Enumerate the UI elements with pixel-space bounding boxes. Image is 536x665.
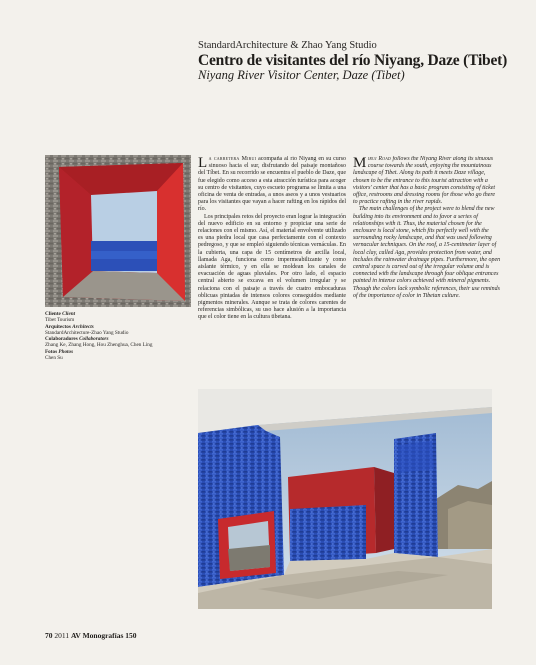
- credit-photos: [45, 349, 191, 362]
- page-title: Centro de visitantes del río Niyang, Daze (Tibet): [198, 52, 508, 69]
- credit-client-label-en: Client: [62, 311, 76, 317]
- photo-central-space-graphic: [198, 389, 492, 609]
- paragraph-es-1-text: acompaña al río Niyang en su curso sinuoso hacia el sur, disfrutando del paisaje montañoso del Tíbet. En su recorrido se encuentra el pueblo de Daze, que fue elegido como acceso a esta atracción turística para acoger su centro de visitantes, cuyo escueto programa se limita a una oficina de venta de entradas, a unos aseos y a unos vestuarios para los visitantes que vayan a hacer rafting en los rápidos del río.: [198, 156, 346, 213]
- body-text-english: [353, 156, 501, 361]
- credit-architects-label: Arquitectos: [45, 323, 71, 330]
- issue-year: 2011: [54, 631, 70, 640]
- paragraph-es-2: Los principales retos del proyecto eran lograr la integración del nuevo edificio en su entorno y propiciar una serie de relaciones con el mismo. Así, el material envolvente utilizado es una piedra local que casa perfectamente con el contexto pedregoso, y que se empleó siguiendo técnicas vernáculas. En la cubierta, una capa de 15 centímetros de arcilla local, llamada Aga, funciona como impermeabilizante y como aislante térmico, y en ella se moldean los canales de evacuación de aguas pluviales. Por otro lado, el espacio central abierto se excava en el volumen irregular y se relaciona con el paisaje a través de cuatro embocaduras oblicuas pintadas de intensos colores conseguidos mediante pigmentos minerales. Aunque se trata de colores carentes de referencias simbólicas, su uso hace alusión a la importancia que el color tiene en la cultura tibetana.: [198, 213, 346, 321]
- credit-photos-label: Fotos: [45, 348, 58, 355]
- paragraph-en-2: The main challenges of the project were to blend the new building into its environment and to favor a series of relationships with it. Thus, the material chosen for the enclosure is local stone, which fits perfectly well with the surrounding rocky landscape, and that was used following vernacular techniques. On the roof, a 15-centimeter layer of local clay, called Aga, provides protection from water, and includes the rainwater drainage pipes. Furthermore, the open central space is carved out of the irregular volume and is connected with the landscape through four oblique entrances painted in intense colors achieved with mineral pigments. Though the colors lack symbolic references, their use reminds of the importance of color in Tibetan culture.: [353, 206, 501, 299]
- page-footer: [45, 631, 137, 640]
- credit-photos-label-en: Photos: [58, 348, 74, 355]
- smallcaps-en: irui Road: [367, 156, 391, 162]
- photo-red-opening: [45, 155, 191, 307]
- photo-central-space: [198, 389, 492, 609]
- project-credits: [45, 311, 191, 361]
- credit-architects: [45, 324, 191, 337]
- credit-client-label: Cliente: [45, 311, 61, 317]
- credit-collaborators-label-en: Collaborators: [79, 336, 109, 343]
- body-text-spanish: [198, 156, 346, 361]
- magazine-name: AV Monografías 150: [70, 631, 137, 640]
- credit-client: [45, 311, 191, 324]
- photo-red-opening-graphic: [45, 155, 191, 307]
- paragraph-es-1: [198, 156, 346, 214]
- credit-collaborators-label: Colaboradores: [45, 336, 78, 343]
- credit-collaborators: [45, 336, 191, 349]
- smallcaps-es: a carretera Mirui: [208, 156, 257, 162]
- page-subtitle: Niyang River Visitor Center, Daze (Tibet): [198, 68, 405, 82]
- credit-client-value: Tibet Tourism: [45, 317, 75, 324]
- studio-name: StandardArchitecture & Zhao Yang Studio: [198, 40, 377, 51]
- credit-collaborators-value: Zhang Ke, Zhang Hong, Hou Zhenghua, Chen Ling: [45, 342, 153, 349]
- paragraph-en-1-text: follows the Niyang River along its sinuous course towards the south, enjoying the mountainous landscape of Tibet. Along its path it meets Daze village, chosen to be the entrance to this tourist attraction with a visitors' center that has a basic program consisting of ticket office, restrooms and dressing rooms for those who go there to practice rafting in the river rapids.: [353, 156, 496, 206]
- dropcap-en: M: [353, 156, 367, 171]
- credit-architects-label-en: Architects: [72, 323, 94, 330]
- dropcap-es: L: [198, 156, 208, 171]
- credit-architects-value: StandardArchitecture-Zhao Yang Studio: [45, 329, 129, 336]
- credit-photos-value: Chen Su: [45, 355, 63, 362]
- page-number: 70: [45, 631, 53, 640]
- paragraph-en-1: [353, 156, 501, 206]
